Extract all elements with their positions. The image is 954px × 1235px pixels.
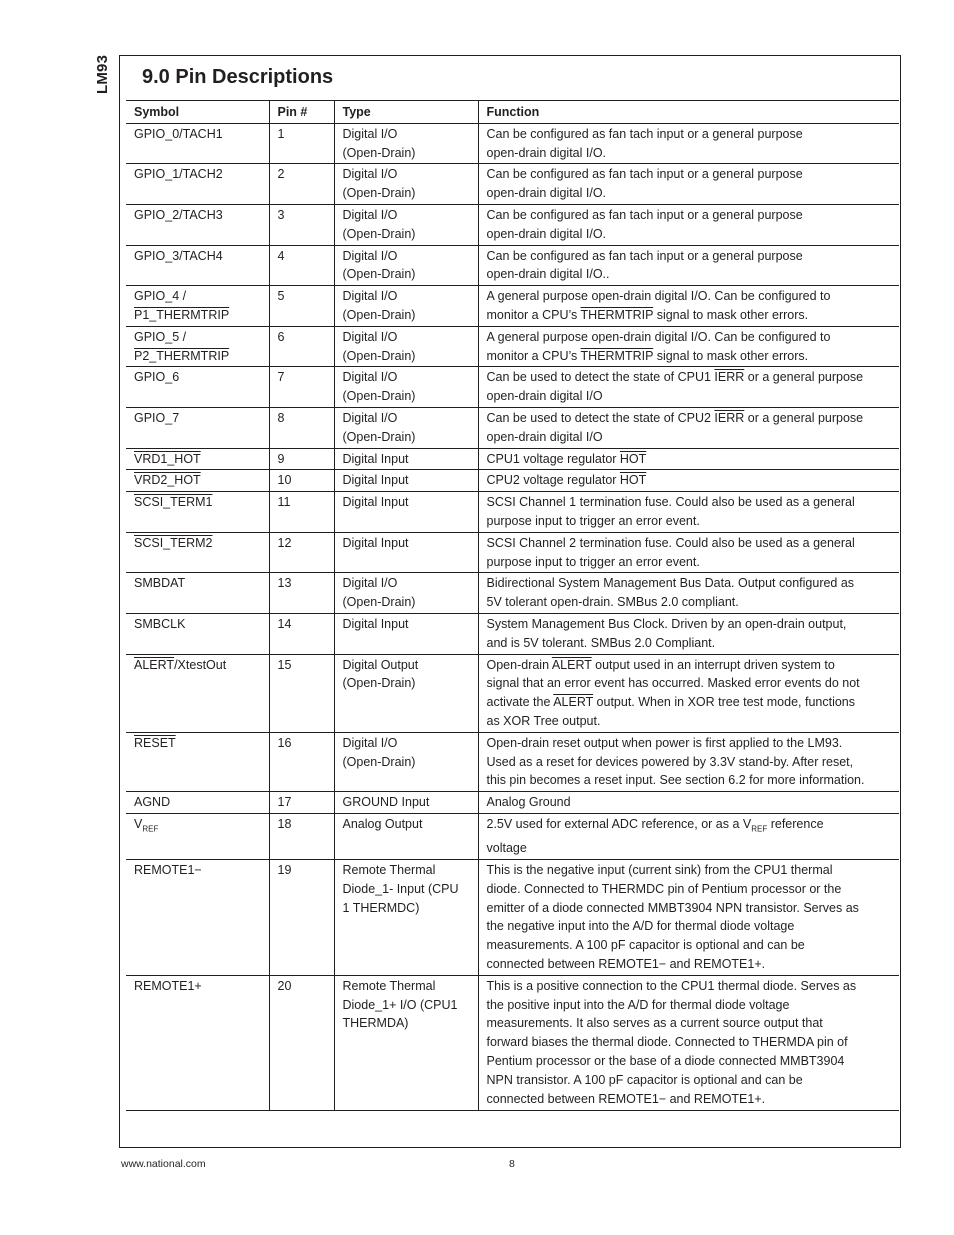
cell-function: Can be configured as fan tach input or a general purpose open-drain digital I/O. — [478, 164, 899, 205]
cell-function: System Management Bus Clock. Driven by an open-drain output, and is 5V tolerant. SMBus 2.0 Compliant. — [478, 613, 899, 654]
cell-pin: 20 — [269, 975, 334, 1111]
cell-pin: 1 — [269, 123, 334, 164]
cell-pin: 13 — [269, 573, 334, 614]
cell-type: Digital I/O (Open-Drain) — [334, 286, 478, 327]
cell-symbol: ALERT/XtestOut — [126, 654, 269, 732]
cell-pin: 6 — [269, 326, 334, 367]
cell-type: Analog Output — [334, 813, 478, 859]
cell-pin: 17 — [269, 792, 334, 814]
cell-symbol: RESET — [126, 732, 269, 791]
cell-type: GROUND Input — [334, 792, 478, 814]
cell-function: This is the negative input (current sink) from the CPU1 thermal diode. Connected to THERMDC pin of Pentium processor or the emitter of a diode connected MMBT3904 NPN transistor. Serves as the negative input into the A/D for thermal diode voltage measurements. A 100 pF capacitor is optional and can be connected between REMOTE1− and REMOTE1+. — [478, 859, 899, 975]
cell-function: Can be configured as fan tach input or a general purpose open-drain digital I/O. — [478, 123, 899, 164]
cell-pin: 4 — [269, 245, 334, 286]
table-row — [126, 492, 899, 533]
cell-function: CPU1 voltage regulator $\overline{HOT}$ — [478, 448, 899, 470]
cell-pin: 5 — [269, 286, 334, 327]
footer-page-number: 8 — [509, 1158, 515, 1170]
table-row — [126, 654, 899, 732]
table-row — [126, 164, 899, 205]
part-number-tag — [84, 52, 120, 96]
table-row — [126, 367, 899, 408]
cell-symbol: GPIO_6 — [126, 367, 269, 408]
cell-function: SCSI Channel 2 termination fuse. Could also be used as a general purpose input to trigger an error event. — [478, 532, 899, 573]
cell-type: Digital I/O (Open-Drain) — [334, 732, 478, 791]
table-row — [126, 792, 899, 814]
cell-function: Can be configured as fan tach input or a general purpose open-drain digital I/O. — [478, 204, 899, 245]
cell-symbol: VRD1_HOT — [126, 448, 269, 470]
table-row — [126, 470, 899, 492]
cell-pin: 8 — [269, 407, 334, 448]
cell-function: A general purpose open-drain digital I/O. Can be configured to monitor a CPU’s THERMTRIP signal to mask other errors. — [478, 326, 899, 367]
cell-function: Can be used to detect the state of CPU2 IERR or a general purpose open-drain digital I/O — [478, 407, 899, 448]
part-number-label: LM93 — [94, 54, 111, 94]
cell-symbol: SCSI_TERM2 — [126, 532, 269, 573]
table-row — [126, 532, 899, 573]
table-row — [126, 732, 899, 791]
cell-pin: 10 — [269, 470, 334, 492]
cell-symbol: REMOTE1+ — [126, 975, 269, 1111]
cell-symbol: GPIO_0/TACH1 — [126, 123, 269, 164]
cell-pin: 2 — [269, 164, 334, 205]
cell-pin: 9 — [269, 448, 334, 470]
cell-function: A general purpose open-drain digital I/O. Can be configured to monitor a CPU’s THERMTRIP signal to mask other errors. — [478, 286, 899, 327]
cell-function: Can be used to detect the state of CPU1 IERR or a general purpose open-drain digital I/O — [478, 367, 899, 408]
cell-pin: 7 — [269, 367, 334, 408]
cell-symbol: GPIO_5 / P2_THERMTRIP — [126, 326, 269, 367]
header-type: Type — [334, 101, 478, 124]
cell-type: Digital I/O (Open-Drain) — [334, 573, 478, 614]
cell-function: SCSI Channel 1 termination fuse. Could also be used as a general purpose input to trigger an error event. — [478, 492, 899, 533]
cell-function: Open-drain reset output when power is first applied to the LM93. Used as a reset for devices powered by 3.3V stand-by. After reset, this pin becomes a reset input. See section 6.2 for more information. — [478, 732, 899, 791]
cell-type: Digital I/O (Open-Drain) — [334, 204, 478, 245]
table-row — [126, 573, 899, 614]
cell-symbol: GPIO_4 / P1_THERMTRIP — [126, 286, 269, 327]
cell-type: Digital Input — [334, 470, 478, 492]
table-row — [126, 123, 899, 164]
cell-type: Digital I/O (Open-Drain) — [334, 407, 478, 448]
footer-website: www.national.com — [121, 1158, 206, 1170]
cell-symbol: SMBDAT — [126, 573, 269, 614]
cell-function: Can be configured as fan tach input or a general purpose open-drain digital I/O.. — [478, 245, 899, 286]
table-row — [126, 975, 899, 1111]
cell-symbol: SMBCLK — [126, 613, 269, 654]
cell-type: Digital Input — [334, 492, 478, 533]
cell-pin: 16 — [269, 732, 334, 791]
cell-pin: 15 — [269, 654, 334, 732]
cell-pin: 3 — [269, 204, 334, 245]
table-row — [126, 813, 899, 859]
cell-function: Bidirectional System Management Bus Data. Output configured as 5V tolerant open-drain. SMBus 2.0 compliant. — [478, 573, 899, 614]
header-pin: Pin # — [269, 101, 334, 124]
cell-type: Digital I/O (Open-Drain) — [334, 123, 478, 164]
table-row — [126, 326, 899, 367]
table-row — [126, 448, 899, 470]
table-row — [126, 613, 899, 654]
header-symbol: Symbol — [126, 101, 269, 124]
table-row — [126, 859, 899, 975]
table-row — [126, 286, 899, 327]
cell-type: Digital I/O (Open-Drain) — [334, 367, 478, 408]
cell-symbol: GPIO_7 — [126, 407, 269, 448]
cell-pin: 12 — [269, 532, 334, 573]
cell-type: Remote Thermal Diode_1+ I/O (CPU1 THERMDA) — [334, 975, 478, 1111]
section-title: 9.0 Pin Descriptions — [142, 66, 334, 88]
cell-function: Open-drain ALERT output used in an interrupt driven system to signal that an error event has occurred. Masked error events do not activate the ALERT output. When in XOR tree test mode, functions as XOR Tree output. — [478, 654, 899, 732]
pin-description-table — [126, 100, 899, 1111]
cell-type: Digital Input — [334, 613, 478, 654]
cell-type: Digital I/O (Open-Drain) — [334, 326, 478, 367]
cell-type: Digital Input — [334, 448, 478, 470]
table-row — [126, 245, 899, 286]
cell-pin: 14 — [269, 613, 334, 654]
cell-symbol: $V_{REF}$ — [126, 813, 269, 859]
cell-symbol: REMOTE1− — [126, 859, 269, 975]
cell-type: Remote Thermal Diode_1- Input (CPU 1 THERMDC) — [334, 859, 478, 975]
cell-function: CPU2 voltage regulator $\overline{HOT}$ — [478, 470, 899, 492]
table-row — [126, 407, 899, 448]
cell-type: Digital I/O (Open-Drain) — [334, 245, 478, 286]
header-function: Function — [478, 101, 899, 124]
cell-pin: 19 — [269, 859, 334, 975]
table-row — [126, 204, 899, 245]
cell-symbol: AGND — [126, 792, 269, 814]
cell-function: Analog Ground — [478, 792, 899, 814]
cell-type: Digital I/O (Open-Drain) — [334, 164, 478, 205]
cell-symbol: GPIO_2/TACH3 — [126, 204, 269, 245]
cell-symbol: GPIO_3/TACH4 — [126, 245, 269, 286]
cell-function: This is a positive connection to the CPU1 thermal diode. Serves as the positive input into the A/D for thermal diode voltage measurements. It also serves as a current source output that forward biases the thermal diode. Connected to THERMDA pin of Pentium processor or the base of a diode connected MMBT3904 NPN transistor. A 100 pF capacitor is optional and can be connected between REMOTE1− and REMOTE1+. — [478, 975, 899, 1111]
cell-symbol: GPIO_1/TACH2 — [126, 164, 269, 205]
cell-symbol: SCSI_TERM1 — [126, 492, 269, 533]
table-header-row — [126, 101, 899, 124]
cell-type: Digital Output (Open-Drain) — [334, 654, 478, 732]
cell-type: Digital Input — [334, 532, 478, 573]
cell-symbol: VRD2_HOT — [126, 470, 269, 492]
cell-pin: 11 — [269, 492, 334, 533]
cell-pin: 18 — [269, 813, 334, 859]
cell-function: 2.5V used for external ADC reference, or as a $V_{REF}$ reference voltage — [478, 813, 899, 859]
